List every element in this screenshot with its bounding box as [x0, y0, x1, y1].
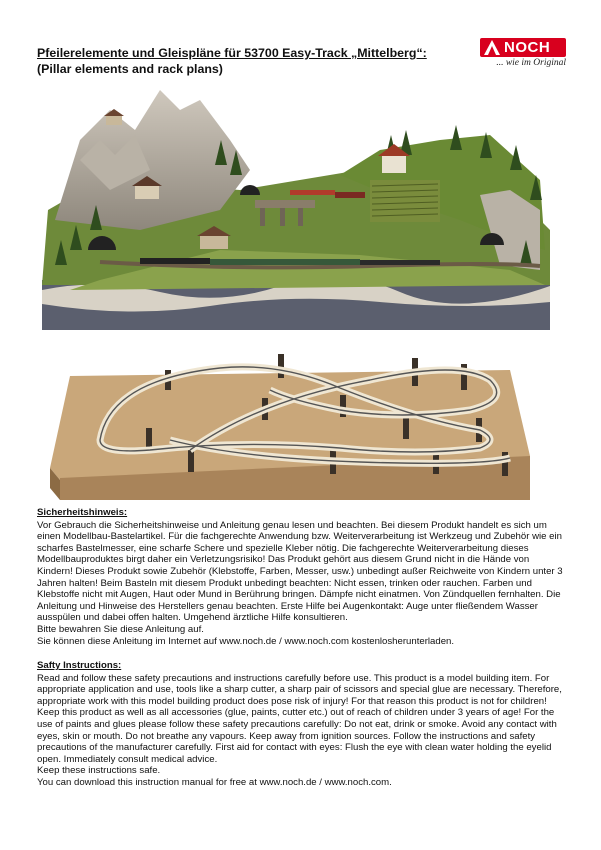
safety-heading-german: Sicherheitshinweis:	[37, 507, 128, 518]
keep-notice-german: Bitte bewahren Sie diese Anleitung auf.	[37, 623, 204, 635]
safety-body-english: Read and follow these safety precautions and instructions carefully before use. This product is a model building item. For appropriate application and use, tools like a sharp cutter, a sharp pair of scissors and special glue are necessary. Therefore, appropriate work with this model building product does pose risk of injury! For that reason this product is not for children! Keep this product as well as all accessories (glue, paints, cutter etc.) out of reach of children under 3 years of age! For the use of paints and glues please follow these safety precautions carefully: Do not eat, drink or smoke. Avoid any contact with eyes, skin or mouth. Do not breathe any vapours. Keep away from ignition sources. Follow the instructions and safety precautions of the manufacturer carefully. First aid for contact with eyes: Flush the eye with clean water holding the eyelid open. Immediately consult medical advice.	[37, 672, 562, 765]
triangle-logo-icon	[484, 40, 500, 55]
safety-body-german: Vor Gebrauch die Sicherheitshinweise und Anleitung genau lesen und beachten. Bei diesem Produkt handelt es sich um einen Modellbau-Bastelartikel. Für die fachgerechte Anwendung bzw. Weiterverarbeitung ist Werkzeug und Zubehör wie ein scharfes Bastelmesser, eine scharfe Schere und spezielle Kleber nötig. Die fachgerechte Weiterverarbeitung dieses Modellbauproduktes birgt daher ein Verletzungsrisiko! Das Produkt gehört aus diesem Grund nicht in die Hände von Kindern! Dieses Produkt sowie Zubehör (Klebstoffe, Farben, Messer, usw.) unbedingt außer Reichweite von Kindern unter 3 Jahren halten! Beim Basteln mit diesem Produkt unbedingt beachten: Nicht essen, trinken oder rauchen. Farben und Klebstoffe nicht mit Augen, Haut oder Mund in Berührung bringen. Dämpfe nicht einatmen. Von Zündquellen fernhalten. Die Anleitung und Hinweise des Herstellers genau beachten. Erste Hilfe bei Augenkontakt: Auge unter fließendem Wasser ausspülen und dabei offen halten. Umgehend ärztliche Hilfe konsultieren.	[37, 519, 563, 624]
safety-notice-english	[37, 660, 567, 789]
page-title	[37, 45, 457, 77]
safety-heading-english: Safty Instructions:	[37, 660, 122, 671]
layout-diorama-photo	[40, 80, 550, 332]
title-english: (Pillar elements and rack plans)	[37, 62, 223, 76]
logo-tagline: ... wie im Original	[496, 58, 566, 68]
download-notice-german: Sie können diese Anleitung im Internet auf www.noch.de / www.noch.com kostenlosherunterladen.	[37, 635, 455, 647]
noch-logo	[480, 38, 566, 70]
keep-notice-english: Keep these instructions safe.	[37, 765, 161, 777]
download-notice-english: You can download this instruction manual for free at www.noch.de / www.noch.com.	[37, 776, 392, 788]
safety-notice-german	[37, 507, 567, 647]
logo-wordmark: NOCH	[504, 39, 551, 56]
title-german: Pfeilerelemente und Gleispläne für 53700 Easy-Track „Mittelberg“:	[37, 46, 427, 60]
track-plan-photo	[40, 340, 550, 502]
